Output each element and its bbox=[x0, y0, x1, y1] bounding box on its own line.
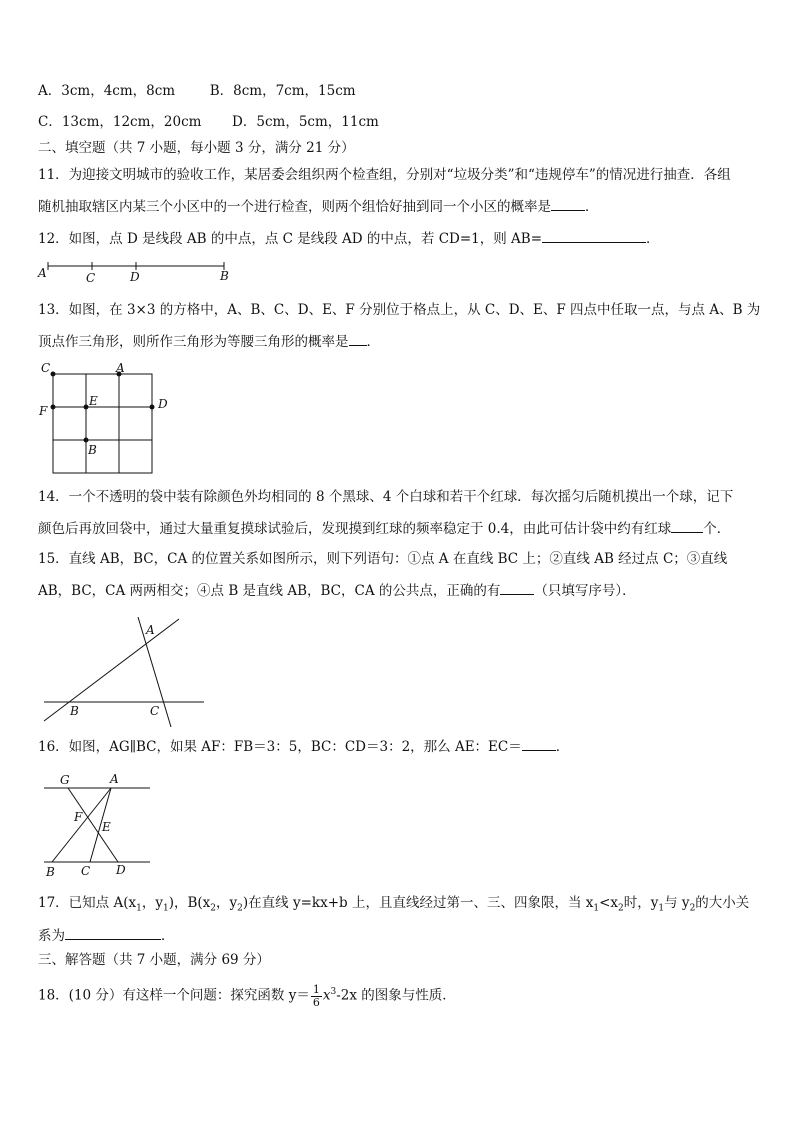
q16-label-c: C bbox=[81, 864, 91, 878]
q17-line1 bbox=[38, 893, 749, 919]
q17-sub-x1: 1 bbox=[136, 903, 142, 914]
q12-label-b: B bbox=[220, 269, 229, 283]
q17-sub-x1b: 1 bbox=[593, 903, 600, 914]
q17-sub-y1: 1 bbox=[162, 903, 169, 914]
q13-label-f: F bbox=[39, 404, 48, 418]
q12-answer-blank[interactable] bbox=[542, 228, 646, 243]
q14-text: 颜色后再放回袋中，通过大量重复摸球试验后，发现摸到红球的频率稳定于 0.4，由此可估计袋中约有红球 bbox=[38, 521, 672, 537]
q17-text-2: ，y bbox=[141, 895, 163, 911]
q17-text-3: )，B(x bbox=[168, 895, 211, 911]
q17-text-7: 时，y bbox=[623, 895, 659, 911]
q15-answer-blank[interactable] bbox=[500, 580, 534, 595]
q16-label-d: D bbox=[116, 863, 126, 877]
section-2-heading: 二、填空题（共 7 小题，每小题 3 分，满分 21 分） bbox=[38, 140, 355, 156]
q16-figure bbox=[38, 768, 154, 880]
q15-line1: 15．直线 AB，BC，CA 的位置关系如图所示，则下列语句：①点 A 在直线 BC 上；②直线 AB 经过点 C；③直线 bbox=[38, 551, 728, 567]
q13-grid-figure bbox=[36, 360, 166, 478]
q17-line2 bbox=[38, 925, 175, 946]
q12-label-d: D bbox=[130, 270, 140, 284]
q17-text-5: )在直线 y=kx+b 上，且直线经过第一、三、四象限，当 x bbox=[242, 895, 594, 911]
q11-end: ． bbox=[585, 199, 599, 215]
q15-label-b: B bbox=[70, 704, 79, 718]
q14-line1: 14．一个不透明的袋中装有除颜色外均相同的 8 个黑球、4 个白球和若干个红球．每次摇匀后随机摸出一个球，记下 bbox=[38, 489, 734, 505]
q11-answer-blank[interactable] bbox=[551, 196, 585, 211]
q18-fraction bbox=[311, 984, 322, 1009]
q16-answer-blank[interactable] bbox=[522, 736, 556, 751]
option-d: D．5cm，5cm，11cm bbox=[232, 114, 379, 130]
q12-label-a: A bbox=[38, 266, 47, 280]
q17-sub-y2b: 2 bbox=[689, 903, 696, 914]
q17-sub-x2b: 2 bbox=[618, 903, 624, 914]
q13-label-c: C bbox=[41, 361, 51, 375]
q16-label-a: A bbox=[110, 772, 119, 786]
q15-line2 bbox=[38, 580, 636, 601]
q17-line2-text: 系为 bbox=[38, 928, 65, 944]
q11-text: 随机抽取辖区内某三个小区中的一个进行检查，则两个组恰好抽到同一个小区的概率是 bbox=[38, 199, 551, 215]
q18-variable: x bbox=[322, 987, 331, 1004]
q13-answer-blank[interactable] bbox=[349, 331, 367, 346]
q12-end: ． bbox=[646, 231, 660, 247]
q15-label-c: C bbox=[150, 704, 160, 718]
q17-text-9: 的大小关 bbox=[695, 895, 750, 911]
q12-label-c: C bbox=[86, 271, 96, 285]
q15-lines-figure bbox=[38, 612, 210, 730]
q17-end: ． bbox=[161, 928, 175, 944]
q18-exponent: 3 bbox=[330, 987, 337, 997]
q16-label-f: F bbox=[74, 810, 83, 824]
q18-text: 18．(10 分）有这样一个问题：探究函数 y＝ bbox=[38, 987, 310, 1004]
q15-label-a: A bbox=[146, 623, 155, 637]
q17-sub-x2: 2 bbox=[210, 903, 217, 914]
q17-answer-blank[interactable] bbox=[65, 925, 161, 940]
q17-text-8: 与 y bbox=[664, 895, 690, 911]
q13-label-b: B bbox=[88, 443, 97, 457]
q16-line bbox=[38, 736, 569, 757]
option-c: C．13cm，12cm，20cm bbox=[38, 114, 202, 130]
option-a: A．3cm，4cm，8cm bbox=[38, 83, 176, 99]
q16-label-g: G bbox=[60, 773, 70, 787]
section-3-heading: 三、解答题（共 7 小题，满分 69 分） bbox=[38, 952, 270, 968]
q10-options-row1 bbox=[38, 81, 356, 101]
q18-denominator: 6 bbox=[312, 995, 320, 1009]
q16-end: ． bbox=[555, 739, 570, 755]
q16-text: 16．如图，AG∥BC，如果 AF：FB＝3：5，BC：CD＝3：2，那么 AE：EC＝ bbox=[38, 739, 522, 755]
q13-label-a: A bbox=[116, 361, 125, 375]
q18-text-end: -2x 的图象与性质． bbox=[336, 987, 456, 1004]
q17-sub-y1b: 1 bbox=[658, 903, 665, 914]
q14-end: 个． bbox=[703, 521, 731, 537]
q14-line2 bbox=[38, 518, 730, 539]
q17-text-1: 17．已知点 A(x bbox=[38, 895, 137, 911]
q13-label-d: D bbox=[158, 397, 168, 411]
q11-line2 bbox=[38, 196, 599, 217]
q13-end: ． bbox=[366, 334, 380, 350]
q14-answer-blank[interactable] bbox=[671, 518, 703, 533]
q13-text: 顶点作三角形，则所作三角形为等腰三角形的概率是 bbox=[38, 334, 349, 350]
q13-line1: 13．如图，在 3×3 的方格中，A、B、C、D、E、F 分别位于格点上，从 C、D、E、F 四点中任取一点，与点 A、B 为 bbox=[38, 302, 761, 318]
q16-label-b: B bbox=[46, 865, 55, 879]
option-b: B．8cm，7cm，15cm bbox=[209, 83, 356, 99]
q13-line2 bbox=[38, 331, 380, 352]
q15-end: （只填写序号）． bbox=[534, 583, 636, 599]
q15-text: AB，BC，CA 两两相交；④点 B 是直线 AB，BC，CA 的公共点，正确的有 bbox=[38, 583, 501, 599]
q16-label-e: E bbox=[102, 820, 111, 834]
q12-line bbox=[38, 228, 660, 249]
q13-label-e: E bbox=[89, 394, 98, 408]
q17-text-4: ，y bbox=[216, 895, 238, 911]
q17-text-6: <x bbox=[599, 895, 619, 911]
q17-sub-y2: 2 bbox=[237, 903, 243, 914]
q18-numerator: 1 bbox=[312, 982, 320, 996]
q12-text: 12．如图，点 D 是线段 AB 的中点，点 C 是线段 AD 的中点，若 CD=1，则 AB= bbox=[38, 231, 543, 247]
q18-line bbox=[38, 982, 456, 1009]
q12-segment-figure bbox=[34, 258, 234, 286]
q11-line1: 11．为迎接文明城市的验收工作，某居委会组织两个检查组，分别对“垃圾分类”和“违规停车”的情况进行抽查．各组 bbox=[38, 167, 731, 183]
q10-options-row2 bbox=[38, 112, 379, 132]
